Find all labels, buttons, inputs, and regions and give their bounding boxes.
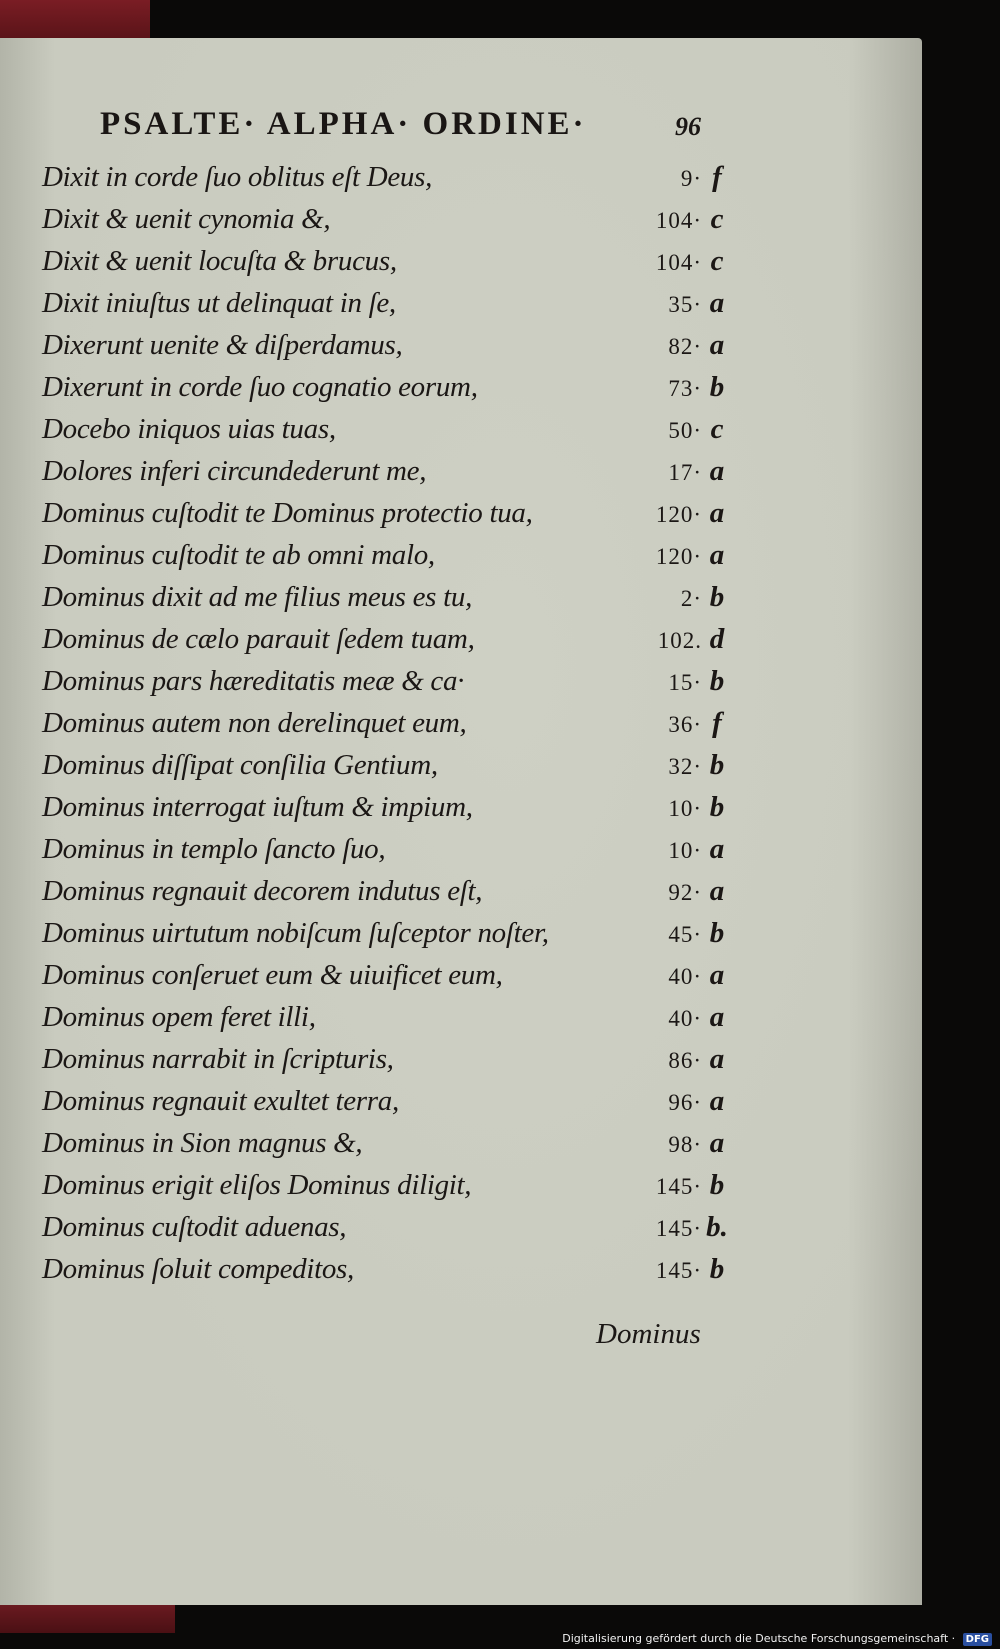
psalm-number: 96· xyxy=(668,1090,702,1115)
entry-reference xyxy=(612,744,732,788)
psalm-number: 45· xyxy=(668,922,702,947)
entry-text: Dolores inferi circundederunt me, xyxy=(42,455,427,487)
psalm-number: 40· xyxy=(668,964,702,989)
index-entry xyxy=(42,366,732,408)
section-letter: a xyxy=(709,455,725,487)
section-letter: a xyxy=(709,287,725,319)
index-entry xyxy=(42,870,732,912)
psalm-number: 17· xyxy=(668,460,702,485)
section-letter: a xyxy=(709,959,725,991)
section-letter: c xyxy=(710,413,724,445)
index-entry xyxy=(42,408,732,450)
index-entry xyxy=(42,534,732,576)
credit-text: Digitalisierung gefördert durch die Deutsche Forschungsgemeinschaft · xyxy=(562,1632,956,1645)
entry-text: Dominus diſſipat conſilia Gentium, xyxy=(42,749,438,781)
entry-reference xyxy=(612,702,732,746)
entry-reference xyxy=(612,912,732,956)
section-letter: a xyxy=(709,539,725,571)
entry-text: Dixerunt uenite & diſperdamus, xyxy=(42,329,403,361)
psalm-number: 36· xyxy=(668,712,702,737)
index-entry xyxy=(42,1206,732,1248)
entry-reference xyxy=(612,282,732,326)
entry-reference xyxy=(612,1080,732,1124)
entry-text: Dominus ſoluit compeditos, xyxy=(42,1253,354,1285)
index-entry xyxy=(42,198,732,240)
psalm-number: 50· xyxy=(668,418,702,443)
entry-text: Dominus uirtutum nobiſcum ſuſceptor noſter, xyxy=(42,917,549,949)
book-edge-bottom xyxy=(0,1605,175,1633)
section-letter: a xyxy=(709,1043,725,1075)
section-letter: a xyxy=(709,1001,725,1033)
section-letter: f xyxy=(712,161,722,193)
entry-reference xyxy=(612,1164,732,1208)
psalm-number: 10· xyxy=(668,838,702,863)
entry-reference xyxy=(612,618,732,662)
index-entry xyxy=(42,576,732,618)
section-letter: b xyxy=(709,1169,725,1201)
entry-text: Dominus erigit eliſos Dominus diligit, xyxy=(42,1169,472,1201)
entry-text: Dominus autem non derelinquet eum, xyxy=(42,707,467,739)
running-head-title: PSALTE· ALPHA· ORDINE· xyxy=(100,106,587,142)
section-letter: a xyxy=(709,497,725,529)
index-entry xyxy=(42,954,732,996)
index-entry xyxy=(42,1080,732,1122)
entry-reference xyxy=(612,240,732,284)
dfg-logo: DFG xyxy=(963,1633,992,1646)
entry-text: Dominus cuſtodit te Dominus protectio tua, xyxy=(42,497,533,529)
entry-reference xyxy=(612,660,732,704)
entry-reference xyxy=(612,408,732,452)
psalm-number: 15· xyxy=(668,670,702,695)
index-entry xyxy=(42,1122,732,1164)
entry-text: Dominus cuſtodit aduenas, xyxy=(42,1211,347,1243)
psalm-number: 40· xyxy=(668,1006,702,1031)
entry-text: Dominus in templo ſancto ſuo, xyxy=(42,833,386,865)
psalm-number: 2· xyxy=(680,586,702,611)
index-entry xyxy=(42,492,732,534)
psalm-number: 82· xyxy=(668,334,702,359)
section-letter: b xyxy=(709,665,725,697)
section-letter: d xyxy=(709,623,725,655)
psalm-number: 145· xyxy=(655,1174,702,1199)
index-entry xyxy=(42,450,732,492)
index-entry xyxy=(42,912,732,954)
catchword: Dominus xyxy=(596,1318,701,1350)
entry-text: Dominus dixit ad me filius meus es tu, xyxy=(42,581,473,613)
entry-reference xyxy=(612,1122,732,1166)
psalm-number: 32· xyxy=(668,754,702,779)
index-entry xyxy=(42,786,732,828)
index-entry-list xyxy=(42,156,732,1290)
entry-text: Dominus pars hæreditatis meæ & ca· xyxy=(42,665,465,697)
psalm-number: 73· xyxy=(668,376,702,401)
section-letter: a xyxy=(709,329,725,361)
entry-text: Dominus narrabit in ſcripturis, xyxy=(42,1043,394,1075)
section-letter: c xyxy=(710,203,724,235)
entry-reference xyxy=(612,492,732,536)
index-entry xyxy=(42,156,732,198)
running-head xyxy=(100,106,720,150)
section-letter: f xyxy=(712,707,722,739)
entry-text: Dixerunt in corde ſuo cognatio eorum, xyxy=(42,371,478,403)
section-letter: b xyxy=(709,917,725,949)
index-entry xyxy=(42,996,732,1038)
entry-text: Docebo iniquos uias tuas, xyxy=(42,413,336,445)
index-entry xyxy=(42,1248,732,1290)
entry-text: Dominus in Sion magnus &, xyxy=(42,1127,363,1159)
psalm-number: 35· xyxy=(668,292,702,317)
index-entry xyxy=(42,1164,732,1206)
entry-reference xyxy=(612,534,732,578)
entry-reference xyxy=(612,954,732,998)
psalm-number: 98· xyxy=(668,1132,702,1157)
entry-reference xyxy=(612,366,732,410)
index-entry xyxy=(42,324,732,366)
psalm-number: 102. xyxy=(657,628,702,653)
index-entry xyxy=(42,660,732,702)
section-letter: a xyxy=(709,1085,725,1117)
section-letter: a xyxy=(709,1127,725,1159)
index-entry xyxy=(42,282,732,324)
entry-reference xyxy=(612,324,732,368)
entry-text: Dixit & uenit cynomia &, xyxy=(42,203,331,235)
psalm-number: 9· xyxy=(680,166,702,191)
entry-text: Dominus regnauit decorem indutus eſt, xyxy=(42,875,483,907)
book-page xyxy=(0,38,922,1605)
entry-text: Dominus cuſtodit te ab omni malo, xyxy=(42,539,435,571)
section-letter: b xyxy=(709,791,725,823)
section-letter: b xyxy=(709,581,725,613)
section-letter: a xyxy=(709,875,725,907)
section-letter: b. xyxy=(706,1211,728,1243)
index-entry xyxy=(42,240,732,282)
entry-reference xyxy=(612,1038,732,1082)
entry-reference xyxy=(612,996,732,1040)
index-entry xyxy=(42,744,732,786)
index-entry xyxy=(42,1038,732,1080)
entry-text: Dominus de cælo parauit ſedem tuam, xyxy=(42,623,475,655)
psalm-number: 104· xyxy=(655,208,702,233)
digitization-credit xyxy=(562,1631,992,1647)
entry-text: Dixit in corde ſuo oblitus eſt Deus, xyxy=(42,161,433,193)
entry-text: Dominus conſeruet eum & uiuificet eum, xyxy=(42,959,503,991)
entry-reference xyxy=(612,828,732,872)
entry-text: Dixit & uenit locuſta & brucus, xyxy=(42,245,397,277)
psalm-number: 120· xyxy=(655,502,702,527)
entry-text: Dominus regnauit exultet terra, xyxy=(42,1085,399,1117)
entry-reference xyxy=(612,198,732,242)
section-letter: b xyxy=(709,749,725,781)
index-entry xyxy=(42,828,732,870)
section-letter: c xyxy=(710,245,724,277)
psalm-number: 92· xyxy=(668,880,702,905)
psalm-number: 120· xyxy=(655,544,702,569)
entry-reference xyxy=(612,450,732,494)
psalm-number: 104· xyxy=(655,250,702,275)
entry-reference xyxy=(612,786,732,830)
entry-reference xyxy=(612,576,732,620)
page-number: 96 xyxy=(675,112,701,141)
section-letter: b xyxy=(709,371,725,403)
entry-text: Dominus opem feret illi, xyxy=(42,1001,316,1033)
psalm-number: 86· xyxy=(668,1048,702,1073)
psalm-number: 145· xyxy=(655,1216,702,1241)
entry-reference xyxy=(612,156,732,200)
entry-text: Dixit iniuſtus ut delinquat in ſe, xyxy=(42,287,396,319)
psalm-number: 10· xyxy=(668,796,702,821)
index-entry xyxy=(42,702,732,744)
entry-reference xyxy=(612,1248,732,1292)
entry-reference xyxy=(612,870,732,914)
index-entry xyxy=(42,618,732,660)
section-letter: a xyxy=(709,833,725,865)
entry-text: Dominus interrogat iuſtum & impium, xyxy=(42,791,473,823)
section-letter: b xyxy=(709,1253,725,1285)
psalm-number: 145· xyxy=(655,1258,702,1283)
entry-reference xyxy=(612,1206,732,1250)
